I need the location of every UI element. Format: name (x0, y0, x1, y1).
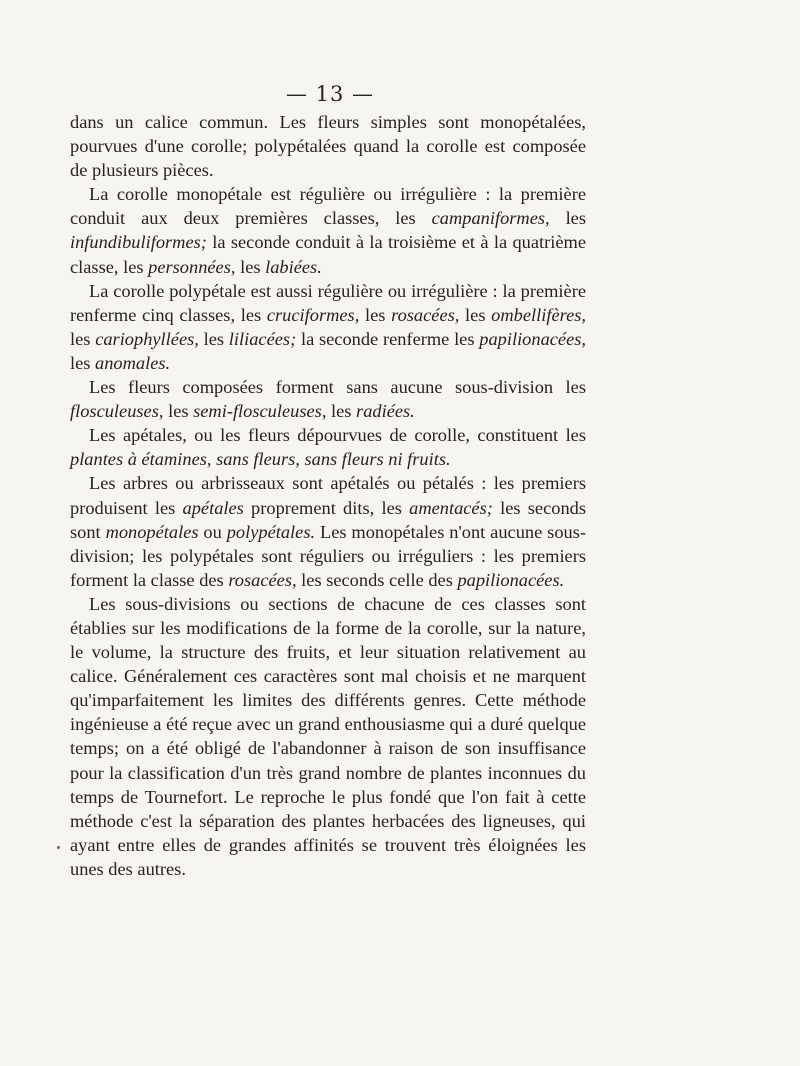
text-run: les (359, 304, 392, 325)
italic-term: rosacées, (391, 304, 460, 325)
italic-term: radiées. (356, 401, 415, 422)
italic-term: labiées. (265, 256, 322, 277)
page-number: — 13 — (285, 82, 375, 106)
text-run: les seconds sont (70, 497, 586, 542)
text-run: les (70, 352, 96, 373)
italic-term: infundibuliformes; (70, 232, 207, 253)
text-run: la seconde renferme les (296, 328, 480, 349)
italic-term: semi-flosculeuses, (193, 401, 327, 422)
italic-term: personnées, (148, 256, 236, 277)
paragraph (70, 182, 586, 278)
text-run: les (163, 401, 194, 422)
text-run: les (235, 256, 266, 277)
italic-term: ombellifères, (491, 304, 586, 325)
italic-term: polypétales. (226, 521, 316, 542)
paragraph (70, 592, 586, 881)
italic-term: anomales. (95, 352, 171, 373)
text-run: La corolle monopétale est régulière ou irrégulière : la première conduit aux deux premières classes, les (70, 184, 586, 229)
text-run: Les apétales, ou les fleurs dépourvues de corolle, constituent les (89, 425, 586, 446)
italic-term: papilionacées, (479, 328, 587, 349)
italic-term: monopétales (105, 521, 199, 542)
text-run: proprement dits, les (243, 497, 410, 518)
text-run: les seconds celle des (296, 569, 458, 590)
text-run: La corolle polypétale est aussi régulière ou irrégulière : la première renferme cinq classes, les (70, 280, 586, 325)
text-run: la seconde conduit à la troisième et à la quatrième classe, les (70, 232, 586, 277)
italic-term: cruciformes, (266, 304, 360, 325)
italic-term: amentacés; (409, 497, 493, 518)
paragraph (70, 110, 586, 182)
italic-term: liliacées; (228, 328, 297, 349)
italic-term: plantes à étamines, sans fleurs, sans fleurs ni fruits. (70, 449, 451, 470)
text-run: dans un calice commun. Les fleurs simples sont monopétalées, pourvues d'une corolle; polypétalées quand la corolle est composée de plusieurs pièces. (70, 112, 586, 181)
text-run: Les monopétales n'ont aucune sous-division; les polypétales sont réguliers ou irréguliers : les premiers forment la classe des (70, 521, 586, 590)
paragraph (70, 423, 586, 471)
text-run: les (70, 328, 96, 349)
italic-term: apétales (182, 497, 244, 518)
paragraph (70, 471, 586, 591)
paragraph (70, 279, 586, 375)
italic-term: papilionacées. (457, 569, 565, 590)
text-run: les (459, 304, 492, 325)
italic-term: campaniformes, (431, 208, 550, 229)
text-run: les (198, 328, 229, 349)
text-run: Les arbres ou arbrisseaux sont apétalés ou pétalés : les premiers produisent les (70, 473, 586, 518)
ink-speck (57, 846, 60, 849)
italic-term: rosacées, (228, 569, 297, 590)
text-run: les (549, 208, 586, 229)
text-run: Les sous-divisions ou sections de chacune de ces classes sont établies sur les modifications de la forme de la corolle, sur la nature, le volume, la structure des fruits, et leur situation relativement au calice. Généralement ces caractères sont mal choisis et ne marquent qu'imparfaitement les limites des différents genres. Cette méthode ingénieuse a été reçue avec un grand enthousiasme qui a duré quelque temps; on a été obligé de l'abandonner à raison de son insuffisance pour la classification d'un très grand nombre de plantes inconnues du temps de Tournefort. Le reproche le plus fondé que l'on fait à cette méthode c'est la séparation des plantes herbacées des ligneuses, qui ayant entre elles de grandes affinités se trouvent très éloignées les unes des autres. (70, 593, 586, 879)
text-run: ou (198, 521, 227, 542)
text-run: les (326, 401, 357, 422)
body-text (70, 110, 586, 881)
text-run: Les fleurs composées forment sans aucune sous-division les (89, 377, 586, 398)
italic-term: cariophyllées, (95, 328, 199, 349)
paragraph (70, 375, 586, 423)
italic-term: flosculeuses, (70, 401, 164, 422)
